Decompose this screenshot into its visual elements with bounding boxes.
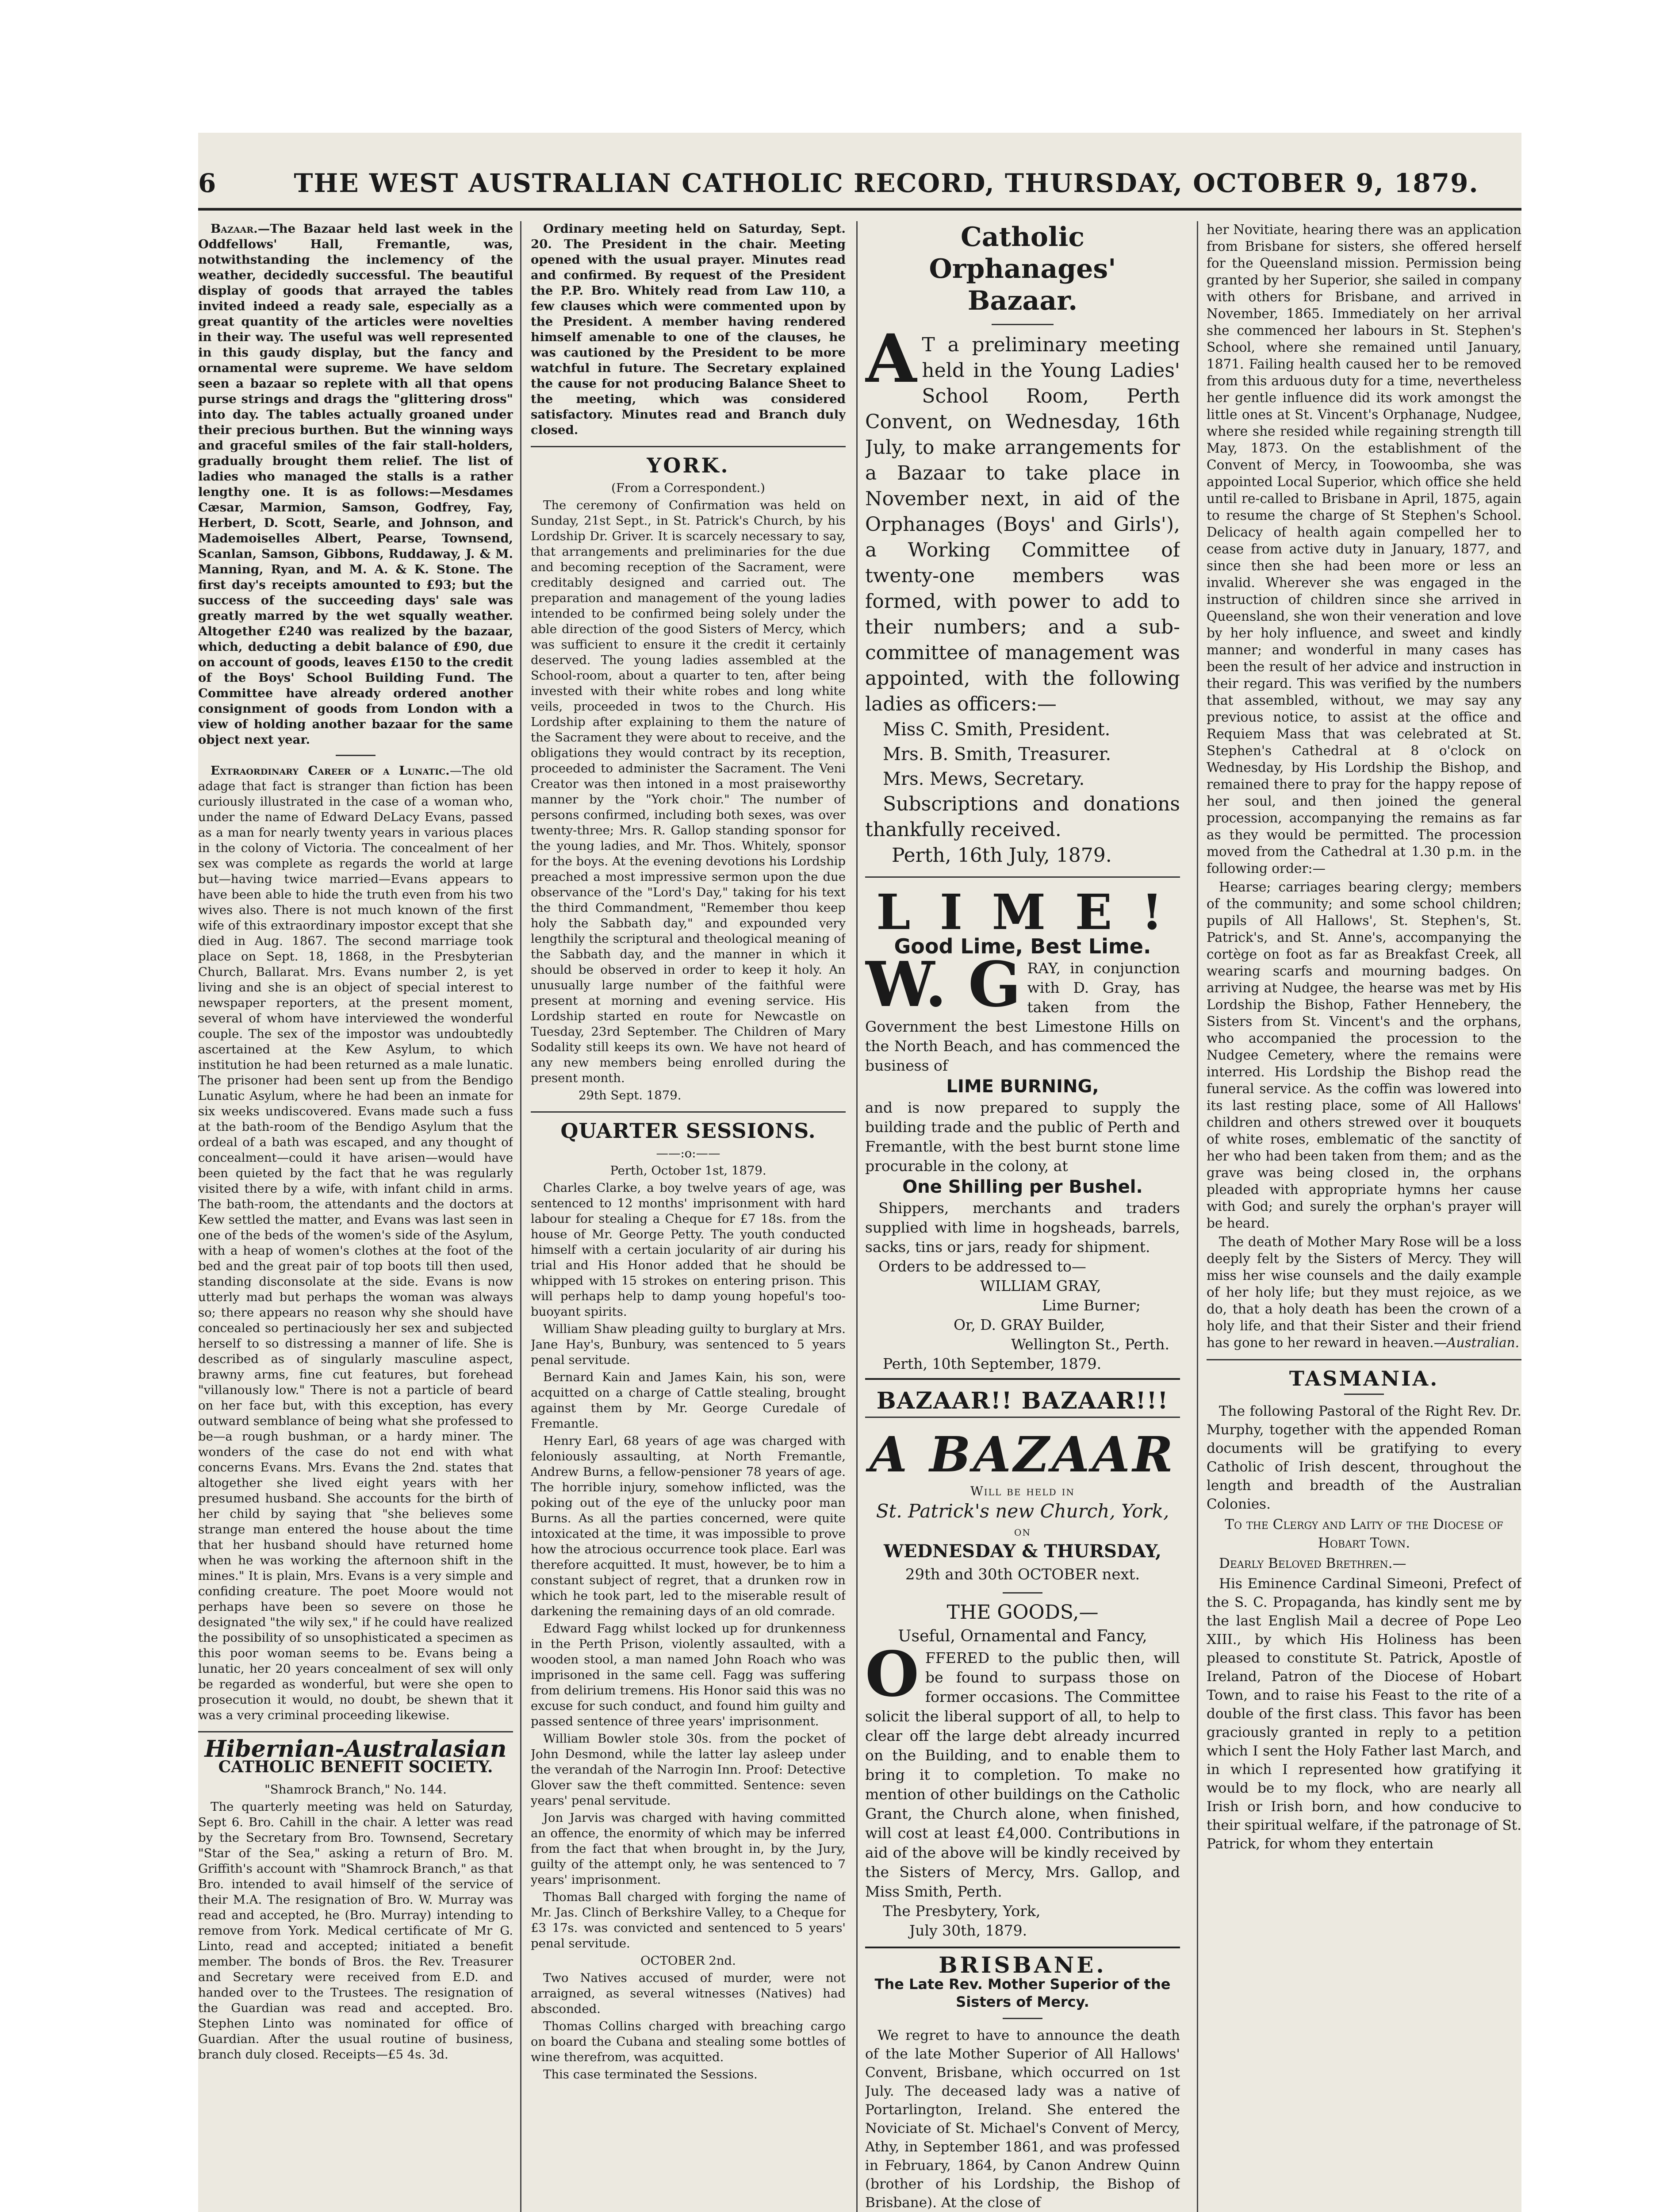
york-date: 29th Sept. 1879. (579, 1088, 682, 1102)
column-1 (198, 221, 513, 2212)
lime-ad-text-2: and is now prepared to supply the building trade and the public of Perth and Fremantle, with the best burnt stone lime procurable in the colony, at (865, 1099, 1180, 1175)
bazaar-days: WEDNESDAY & THURSDAY, (884, 1541, 1161, 1562)
lime-signature-3: Or, D. GRAY Builder, (954, 1316, 1105, 1333)
goods-head: THE GOODS,— (946, 1601, 1099, 1624)
quarter-sessions-separator: ——:o:—— (656, 1146, 720, 1160)
divider (1344, 1394, 1384, 1395)
york-text: The ceremony of Confirmation was held on Sunday, 21st Sept., in St. Patrick's Church, by his Lordship Dr. Griver. It is scarcely necessary to say, that arrangements and preliminaries for the due and becoming reception of the Sacrament, were creditably designed and carried out. The preparation and management of the young ladies intended to be confirmed being solely under the able direction of the good Sisters of Mercy, which was sufficient to ensure it the credit it certainly deserved. The young ladies assembled at the School-room, about a quarter to ten, after being invested with their white robes and long white veils, proceeded in twos to the Church. His Lordship after explaining to them the nature of the Sacrament they were about to receive, and the obligations they would contract by its reception, proceeded to administer the Sacrament. The Veni Creator was then intoned in a most praiseworthy manner by the "York choir." The number of persons confirmed, including both sexes, was over twenty-three; Mrs. R. Gallop standing sponsor for the young ladies, and Mr. Thos. Whitely, sponsor for the boys. At the evening devotions his Lordship preached a most impressive sermon upon the due observance of the "Lord's Day," taking for his text the third Commandment, "Remember thou keep holy the Sabbath day," and expounded very lengthily the scriptural and theological meaning of the Sabbath day, and the manner in which it should be observed in order to keep it holy. An unusually large number of the faithful were present at morning and evening service. His Lordship started en route for Newcastle on Tuesday, 23rd September. The Children of Mary Sodality still keeps its own. We have not heard of any new members being enrolled during the present month. (531, 498, 846, 1085)
lime-ad-text-4: Orders to be addressed to— (878, 1258, 1086, 1275)
goods-sub: Useful, Ornamental and Fancy, (898, 1627, 1147, 1645)
divider (865, 1417, 1180, 1418)
lime-ad-title: L I M E ! (876, 883, 1169, 941)
officer-president: Miss C. Smith, President. (883, 719, 1111, 740)
qs-fagg: Edward Fagg whilst locked up for drunkenness in the Perth Prison, violently assaulted, with a wooden stool, a man named John Roach who was imprisoned in the same cell. Fagg was suffering from delirium tremens. His Honor said this was no excuse for such conduct, and found him guilty and passed sentence of three years' imprisonment. (531, 1621, 846, 1728)
column-rule (1197, 221, 1198, 2212)
officer-secretary: Mrs. Mews, Secretary. (883, 769, 1085, 789)
divider (1003, 1592, 1042, 1594)
bazaar-article (198, 221, 513, 748)
divider (992, 324, 1054, 325)
brisbane-continued: her Novitiate, hearing there was an application from Brisbane for sisters, she offered herself for the Queensland mission. Permission being granted by her Superior, she sailed in company with others for Brisbane, and arrived in November, 1865. Immediately on her arrival she commenced her labours in St. Stephen's School, where she remained until January, 1871. Failing health caused her to be removed from this arduous duty for a time, nevertheless her gentle influence did its work amongst the little ones at St. Vincent's Orphanage, Nudgee, where she resided while regaining strength till May, 1873. On the establishment of the Convent of Mercy, in Toowoomba, she was appointed Local Superior, which office she held until re-called to Brisbane in April, 1875, again to resume the charge of St Stephen's School. Delicacy of health again compelled her to cease from active duty in January, 1877, and since then she had been more or less an invalid. Wherever she was engaged in the instruction of children since she arrived in Queensland, she won their veneration and love by her holy influence, and sweet and kindly manner; and wonderful in many cases has been the result of her advice and instruction in their regard. This was verified by the numbers that assembled, without, we may say any previous notice, to assist at the office and Requiem Mass that was celebrated at St. Stephen's Cathedral at 8 o'clock on Wednesday, by His Lordship the Bishop, and remained there to pray for the happy repose of her soul, and then joined the general procession, accompanying the remains as far as they would be permitted. The procession moved from the Cathedral at 1.30 p.m. in the following order:— (1207, 222, 1521, 876)
page-number: 6 (198, 168, 216, 198)
officer-treasurer: Mrs. B. Smith, Treasurer. (883, 744, 1111, 764)
tasmania-greeting: Dearly Beloved Brethren.— (1219, 1555, 1406, 1571)
australian-source: Australian. (1447, 1335, 1519, 1350)
qs-earl: Henry Earl, 68 years of age was charged with feloniously assaulting, at North Fremantle, Andrew Burns, a fellow-pensioner 78 years of age. The horrible injury, somehow inflicted, was the poking out of the eye of the unlucky poor man Burns. As all the parties concerned, were quite intoxicated at the time, it was impossible to prove how the atrocious occurrence took place. Earl was therefore acquitted. It must, however, be to him a constant subject of regret, that a drunken row in which he took part, led to the miserable result of darkening the remaining days of an old comrade. (531, 1434, 846, 1618)
orphanages-title-line1: Catholic Orphanages' (929, 222, 1116, 284)
qs-jarvis: Jon Jarvis was charged with having committed an offence, the enormity of which may be inferred from the fact that when brought in, by the Jury, guilty of the attempt only, he was sentenced to 7 years' imprisonment. (531, 1811, 846, 1887)
qs-october-2nd: OCTOBER 2nd. (640, 1954, 736, 1968)
lime-ad-text-1: RAY, in conjunction with D. Gray, has taken from the Government the best Limestone Hills on the North Beach, and has commenced the business of (865, 960, 1180, 1074)
brisbane-procession: Hearse; carriages bearing clergy; members of the community; and some school children; pupils of All Hallows', St. Stephen's, St. Patrick's, and St. Anne's, accompanying the cortège on foot as far as Breakfast Creek, all wearing scarfs and mourning badges. On arriving at Nudgee, the hearse was met by His Lordship the Bishop, Father Hennebery, the Sisters from St. Vincent's and the orphans, who accompanied the procession to the Nudgee Cemetery, where the remains were interred. His Lordship the Bishop read the funeral service. As the coffin was lowered into its last resting place, some of All Hallows' children and others strewed over it bouquets of white roses, emblematic of the sanctity of her who had been taken from them; and as the grave was being closed in, the orphans pleaded with appropriate hymns her cause with God; and surely the orphan's prayer will be heard. (1207, 879, 1521, 1231)
orphanages-dateline: Perth, 16th July, 1879. (892, 844, 1112, 867)
qs-end: This case terminated the Sessions. (543, 2067, 758, 2081)
shamrock-branch: "Shamrock Branch," No. 144. (264, 1782, 447, 1797)
divider (198, 1731, 513, 1732)
qs-natives: Two Natives accused of murder, were not arraigned, as several witnesses (Natives) had absconded. (531, 1971, 846, 2016)
church-name: St. Patrick's new Church, York, (876, 1500, 1169, 1522)
bazaar-text: —The Bazaar held last week in the Oddfellows' Hall, Fremantle, was, notwithstanding the inclemency of the weather, decidedly successful. The beautiful display of goods that arrayed the tables invited indeed a ready sale, especially as a great quantity of the articles were novelties in their way. The useful was well represented in this gaudy display, but the fancy and ornamental were supreme. We have seldom seen a bazaar so replete with all that opens purse strings and drags the "glittering dross" into day. The tables actually groaned under their precious burthen. But the winning ways and graceful smiles of the fair stall-holders, gradually brought them relief. The list of ladies who managed the stalls is a rather lengthy one. It is as follows:—Mesdames Cæsar, Marmion, Samson, Godfrey, Fay, Herbert, D. Scott, Searle, and Johnson, and Mademoiselles Albert, Pearse, Townsend, Scanlan, Samson, Gibbons, Ruddaway, J. & M. Manning, Ryan, and M. A. & K. Stone. The first day's receipts amounted to £93; but the success of the succeeding days' sale was greatly marred by the wet squally weather. Altogether £240 was realized by the bazaar, which, deducting a debit balance of £90, due on account of goods, leaves £150 to the credit of the Boys' School Building Fund. The Committee have already ordered another consignment of goods from London with a view of holding another bazaar for the same object next year. (198, 222, 513, 747)
tasmania-title: TASMANIA. (1289, 1367, 1439, 1390)
divider (1003, 2018, 1042, 2019)
york-correspondent: (From a Correspondent.) (611, 481, 765, 495)
brisbane-title: BRISBANE. (939, 1952, 1107, 1978)
goods-text: FFERED to the public then, will be found to surpass those on former occasions. The Committee solicit the liberal support of all, to help to clear off the large debt already incurred on the Building, and to enable them to bring it to completion. To make no mention of other buildings on the Catholic Grant, the Church alone, when finished, will cost at least £4,000. Contributions in aid of the above will be kindly received by the Sisters of Mercy, Mrs. Gallop, and Miss Smith, Perth. (865, 1649, 1180, 1900)
york-title: YORK. (647, 453, 730, 477)
orphanages-subscriptions: Subscriptions and donations thankfully received. (865, 793, 1180, 841)
brisbane-text: We regret to have to announce the death of the late Mother Superior of All Hallows' Convent, Brisbane, which occurred on 1st July. The deceased lady was a native of Portarlington, Ireland. She entered the Noviciate of St. Michael's Convent of Mercy, Athy, in September 1861, and was professed in February, 1864, by Canon Andrew Quinn (brother of his Lordship, the Bishop of Brisbane). At the close of (865, 2028, 1180, 2211)
qs-kain: Bernard Kain and James Kain, his son, were acquitted on a charge of Cattle stealing, brought against them by Mr. George Curedale of Fremantle. (531, 1370, 846, 1431)
lime-ad-text-3: Shippers, merchants and traders supplied with lime in hogsheads, barrels, sacks, tins or jars, ready for shipment. (865, 1199, 1180, 1256)
masthead (198, 159, 1521, 211)
york-bazaar-ad (865, 1378, 1180, 1948)
divider (531, 446, 846, 447)
ordinary-meeting: Ordinary meeting held on Saturday, Sept. 20. The President in the chair. Meeting opened with the usual prayer. Minutes read and confirmed. By request of the President the P.P. Bro. Whitely read from Law 110, a few clauses which were commented upon by the President. A member having rendered himself amenable to one of the clauses, he was cautioned by the President to be more watchful in future. The Secretary explained the cause for not producing Balance Sheet to the meeting, which was considered satisfactory. Minutes read and Branch duly closed. (531, 222, 846, 437)
qs-bowler: William Bowler stole 30s. from the pocket of John Desmond, while the latter lay asleep under the verandah of the Narrogin Inn. Proof: Detective Glover saw the theft committed. Sentence: seven years' penal servitude. (531, 1732, 846, 1808)
tasmania-intro: The following Pastoral of the Right Rev. Dr. Murphy, together with the appended Roman documents will be gratifying to every Catholic of Irish descent, throughout the length and breadth of the Australian Colonies. (1207, 1403, 1521, 1512)
newspaper-page (198, 133, 1521, 2212)
presbytery-line1: The Presbytery, York, (883, 1902, 1041, 1920)
presbytery-line2: July 30th, 1879. (909, 1922, 1027, 1939)
column-rule (520, 221, 521, 2212)
lime-burning: LIME BURNING, (946, 1076, 1099, 1097)
will-be-held: Will be held in (970, 1484, 1075, 1498)
on-word: on (1014, 1524, 1031, 1539)
lime-ad-body (865, 949, 1180, 1075)
brisbane-subtitle: The Late Rev. Mother Superior of the Sisters of Mercy. (874, 1976, 1171, 2010)
lime-signature-1: WILLIAM GRAY, (980, 1277, 1101, 1294)
tasmania-pastoral: His Eminence Cardinal Simeoni, Prefect of the S. C. Propaganda, has kindly sent me by the last English Mail a decree of Pope Leo XIII., by which His Holiness has been pleased to constitute St. Patrick, Apostle of Ireland, Patron of the Diocese of Hobart Town, and to raise his Feast to the rite of a double of the first class. This favor has been graciously granted in reply to a petition which I sent the Holy Father last March, and in which I represented how gratifying it would be to my flock, who are nearly all Irish or Irish born, and how conducive to their spiritual welfare, if the patronage of St. Patrick, for whom they entertain (1207, 1576, 1521, 1852)
column-rule (856, 221, 858, 2212)
lunatic-text: —The old adage that fact is stranger than fiction has been curiously illustrated in the case of a woman who, under the name of Edward DeLacy Evans, passed as a man for nearly twenty years in various places in the colony of Victoria. The concealment of her sex was complete as regards the world at large but—having twice married—Evans appears to have been able to hide the truth even from his two wives also. There is not much known of the first wife of this extraordinary impostor except that she died in Aug. 1867. The second marriage took place on Sept. 18, 1868, in the Presbyterian Church, Ballarat. Mrs. Evans number 2, is yet living and she is an object of special interest to newspaper reporters, at the present moment, several of whom have interviewed the wonderful couple. The sex of the impostor was undoubtedly ascertained at the Kew Asylum, to which institution he had been returned as a male lunatic. The prisoner had been sent up from the Bendigo Lunatic Asylum, where he had been an inmate for six weeks undiscovered. Evans made such a fuss at the bath-room of the Bendigo Asylum that the ordeal of a bath was escaped, and any thought of concealment—could it have arisen—would have been quieted by the fact that he was regularly visited there by a wife, with infant child in arms. The bath-room, the attendants and the doctors at Kew settled the matter, and Evans was last seen in one of the beds of the women's side of the Asylum, with a heap of women's clothes at the foot of the bed and the great pair of top boots till then used, standing disconsolate at the side. Evans is now utterly mad but perhaps the woman was always so; there appears no reason why she should have concealed so pertinaciously her sex and subjected herself to so distressing a manner of life. She is described as of singularly masculine aspect, brawny arms, fine cut features, but forehead "villanously low." There is not a particle of beard on her face but, with this exception, has every outward semblance of being what she professed to be—a rough bushman, or a hardy miner. The wonders of the case do not end with what concerns Evans. Mrs. Evans the 2nd. states that altogether she lived eight years with her presumed husband. She accounts for the birth of her child by saying that "she believes some strange man entered the house about the time that her husband should have returned home when he was working the afternoon shift in the mines." It is plain, Mrs. Evans is a very simple and confiding creature. The poet Moore would not perhaps have been so severe on those he designated "the wily sex," if he could have realized the possibility of so unsophisticated a specimen as this poor woman seems to be. Evans being a lunatic, her 20 years concealment of sex will only be regarded as wonderful, but were she open to prosecution it would, no doubt, be shewn that it was a very criminal proceeding likewise. (198, 764, 513, 1722)
lime-dropcap: W. G (865, 949, 1021, 1021)
york-bazaar-big: A BAZAAR (869, 1426, 1176, 1483)
bazaar-lead: Bazaar. (211, 222, 258, 236)
bazaar-dates: 29th and 30th OCTOBER next. (905, 1566, 1140, 1583)
column-3 (865, 221, 1180, 2212)
goods-text-block (865, 1638, 1180, 1901)
brisbane-ending (1207, 1233, 1521, 1351)
qs-shaw: William Shaw pleading guilty to burglary at Mrs. Jane Hay's, Bunbury, was sentenced to 5 years penal servitude. (531, 1322, 846, 1367)
orphanages-title-line2: Bazaar. (967, 285, 1078, 316)
brisbane-ending-text: The death of Mother Mary Rose will be a loss deeply felt by the Sisters of Mercy. They will miss her wise counsels and the daily example of her holy life; but they must rejoice, as we do, that a holy death has been the crown of a holy life, and that their Sister and their friend has gone to her reward in heaven.— (1207, 1234, 1521, 1350)
newspaper-title: THE WEST AUSTRALIAN CATHOLIC RECORD, THURSDAY, OCTOBER 9, 1879. (294, 168, 1479, 198)
tasmania-address: To the Clergy and Laity of the Diocese of Hobart Town. (1225, 1517, 1503, 1551)
divider (531, 1111, 846, 1113)
lime-dateline: Perth, 10th September, 1879. (883, 1355, 1102, 1372)
goods-dropcap: O (865, 1638, 919, 1711)
lime-signature-4: Wellington St., Perth. (1011, 1336, 1170, 1353)
orphanages-title (865, 221, 1180, 317)
orphanages-notice (865, 320, 1180, 717)
orphanages-text: T a preliminary meeting held in the Young Ladies' School Room, Perth Convent, on Wednesday, 16th July, to make arrangements for a Bazaar to take place in November next, in aid of the Orphanages (Boys' and Girls'), a Working Committee of twenty-one members was formed, with power to add to their numbers; and a sub-committee of management was appointed, with the following ladies as officers:— (865, 334, 1180, 715)
lunatic-article (198, 763, 513, 1723)
qs-collins: Thomas Collins charged with breaching cargo on board the Cubana and stealing some bottles of wine therefrom, was acquitted. (531, 2019, 846, 2064)
divider (1207, 1359, 1521, 1360)
divider (336, 755, 376, 756)
orphanages-dropcap: A (865, 320, 917, 398)
hibernian-text: The quarterly meeting was held on Saturday, Sept 6. Bro. Cahill in the chair. A letter was read by the Secretary from Bro. Townsend, Secretary "Star of the Sea," asking a return of Bro. M. Griffith's account with "Shamrock Branch," as that Bro. intended to avail himself of the service of their M.A. The resignation of Bro. W. Murray was read and accepted, he (Bro. Murray) intending to remove from York. Medical certificate of Mr G. Linto, read and accepted; initiated a benefit member. The bonds of Bros. the Rev. Treasurer and Secretary were received from E.D. and handed over to the Trustees. The resignation of the Guardian was read and accepted. Bro. Stephen Linto was nominated for office of Guardian. After the usual routine of business, branch duly closed. Receipts—£5 4s. 3d. (198, 1800, 513, 2062)
lime-price: One Shilling per Bushel. (902, 1177, 1143, 1197)
qs-clarke: Charles Clarke, a boy twelve years of age, was sentenced to 12 months' imprisonment with hard labour for stealing a Cheque for £7 18s. from the house of Mr. George Petty. The youth conducted himself with a certain jocularity of air during his trial and His Honor added that he should be whipped with 15 strokes on entering prison. This will perhaps help to damp young hopeful's too-buoyant spirits. (531, 1181, 846, 1319)
york-bazaar-header: BAZAAR!! BAZAAR!!! (876, 1387, 1169, 1414)
hibernian-title: Hibernian-Australasian (204, 1736, 507, 1763)
hibernian-subtitle: CATHOLIC BENEFIT SOCIETY. (218, 1758, 493, 1776)
quarter-sessions-title: QUARTER SESSIONS. (560, 1119, 816, 1143)
column-2 (531, 221, 846, 2212)
divider (865, 876, 1180, 878)
column-4 (1207, 221, 1521, 2212)
quarter-sessions-dateline: Perth, October 1st, 1879. (610, 1164, 766, 1178)
lime-signature-2: Lime Burner; (1042, 1297, 1141, 1314)
qs-ball: Thomas Ball charged with forging the name of Mr. Jas. Clinch of Berkshire Valley, to a Cheque for £3 17s. was convicted and sentenced to 5 years' penal servitude. (531, 1890, 846, 1951)
lime-ad-subtitle: Good Lime, Best Lime. (894, 934, 1151, 958)
lunatic-lead: Extraordinary Career of a Lunatic. (211, 764, 450, 778)
